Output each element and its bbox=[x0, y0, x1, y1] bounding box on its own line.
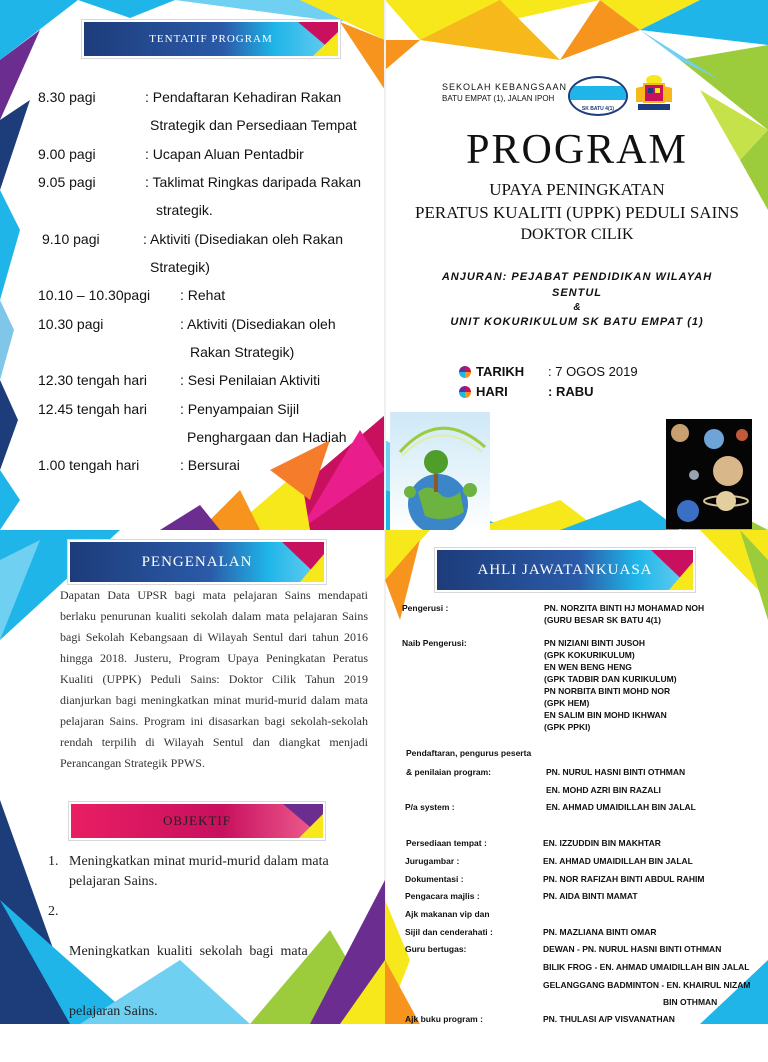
schedule-time: 10.10 – 10.30pagi bbox=[38, 287, 151, 303]
ajk-role: Naib Pengerusi: bbox=[402, 638, 467, 648]
hari-label: HARI bbox=[476, 384, 508, 399]
hari-value: : RABU bbox=[548, 384, 594, 399]
anjuran-line2: SENTUL bbox=[552, 287, 602, 299]
ajk-name: EN. MOHD AZRI BIN RAZALI bbox=[546, 785, 661, 795]
objektif-line: pelajaran Sains. bbox=[69, 874, 158, 889]
objektif-list bbox=[48, 852, 370, 1019]
ajk-role: Persediaan tempat : bbox=[406, 838, 487, 848]
ajk-name: BIN OTHMAN bbox=[663, 997, 718, 1007]
anjuran-line3: & bbox=[573, 302, 581, 313]
schedule-desc-cont: Strategik) bbox=[150, 259, 210, 275]
ajk-name: PN NORBITA BINTI MOHD NOR bbox=[544, 686, 671, 696]
ajk-name: PN. NURUL HASNI BINTI OTHMAN bbox=[546, 767, 686, 777]
schedule-desc-cont: Rakan Strategik) bbox=[190, 344, 295, 360]
tentatif-heading: TENTATIF PROGRAM bbox=[149, 33, 273, 45]
ajk-name: GELANGGANG BADMINTON - EN. KHAIRUL NIZAM bbox=[543, 980, 751, 990]
schedule-desc: : Pendaftaran Kehadiran Rakan bbox=[145, 89, 342, 105]
schedule-desc: : Bersurai bbox=[180, 457, 240, 473]
ajk-name: (GPK HEM) bbox=[544, 698, 590, 708]
tarikh-label: TARIKH bbox=[476, 364, 525, 379]
schedule-desc: : Penyampaian Sijil bbox=[180, 401, 300, 417]
school-name: SEKOLAH KEBANGSAAN bbox=[442, 82, 568, 92]
ajk-name: (GPK PPKI) bbox=[544, 722, 591, 732]
ajk-name: EN. AHMAD UMAIDILLAH BIN JALAL bbox=[546, 802, 696, 812]
pengenalan-banner bbox=[68, 540, 326, 584]
schedule-time: 10.30 pagi bbox=[38, 316, 104, 332]
schedule-desc: : Aktiviti (Disediakan oleh Rakan bbox=[143, 231, 343, 247]
bullet-icon bbox=[459, 386, 471, 398]
planets-illustration bbox=[666, 419, 752, 529]
schedule-time: 12.30 tengah hari bbox=[38, 372, 147, 388]
schedule-time: 9.00 pagi bbox=[38, 146, 96, 162]
ajk-name: (GURU BESAR SK BATU 4(1) bbox=[544, 615, 661, 625]
objektif-banner bbox=[69, 802, 325, 840]
ajk-role: Dokumentasi : bbox=[405, 874, 464, 884]
ajk-role: Sijil dan cenderahati : bbox=[405, 927, 493, 937]
ajk-banner bbox=[435, 548, 695, 592]
program-subtitle-3: DOKTOR CILIK bbox=[520, 226, 634, 243]
anjuran-line1: ANJURAN: PEJABAT PENDIDIKAN WILAYAH bbox=[441, 271, 713, 283]
schedule-desc: : Taklimat Ringkas daripada Rakan bbox=[145, 174, 362, 190]
ajk-name: DEWAN - PN. NURUL HASNI BINTI OTHMAN bbox=[543, 944, 722, 954]
schedule-time: 9.10 pagi bbox=[42, 231, 100, 247]
ajk-name: PN. NOR RAFIZAH BINTI ABDUL RAHIM bbox=[543, 874, 705, 884]
ajk-role: & penilaian program: bbox=[406, 767, 492, 777]
ajk-name: BILIK FROG - EN. AHMAD UMAIDILLAH BIN JALAL bbox=[543, 962, 750, 972]
ajk-name: PN. AIDA BINTI MAMAT bbox=[543, 891, 638, 901]
ajk-role: P/a system : bbox=[405, 802, 455, 812]
schedule-desc: : Aktiviti (Disediakan oleh bbox=[180, 316, 336, 332]
school-logo-text: SK BATU 4(1) bbox=[581, 106, 615, 112]
anjuran-line4: UNIT KOKURIKULUM SK BATU EMPAT (1) bbox=[450, 316, 704, 328]
schedule-time: 9.05 pagi bbox=[38, 174, 96, 190]
schedule-time: 1.00 tengah hari bbox=[38, 457, 140, 473]
earth-illustration bbox=[390, 412, 490, 530]
schedule-desc: : Rehat bbox=[180, 287, 226, 303]
objektif-item bbox=[48, 902, 370, 1019]
schedule-desc: : Ucapan Aluan Pentadbir bbox=[145, 146, 304, 162]
ajk-name: PN. THULASI A/P VISVANATHAN bbox=[543, 1014, 675, 1024]
ajk-role: Pendaftaran, pengurus peserta bbox=[406, 748, 532, 758]
ajk-role: Pengerusi : bbox=[402, 603, 449, 613]
pengenalan-text: Dapatan Data UPSR bagi mata pelajaran Sains mendapati berlaku penurunan kualiti sekolah dalam mata pelajaran Sains bagi Sekolah Kebangsaan di Wilayah Sentul dari tahun 2016 hingga 2018. Justeru, Program Upaya Peningkatan Peratus Kualiti (UPPK) Peduli Sains: Doktor Cilik Tahun 2019 dianjurkan bagi meningkatkan minat murid-murid dalam mata pelajaran Sains. Program ini disasarkan bagi sekolah-sekolah rendah terpilih di Wilayah Sentul dan diangkat menjadi Perancangan Strategik PPWS. bbox=[60, 588, 368, 770]
schedule-list bbox=[0, 0, 384, 530]
pengenalan-heading: PENGENALAN bbox=[141, 553, 253, 570]
ajk-role: Pengacara majlis : bbox=[405, 891, 480, 901]
ajk-name: (GPK KOKURIKULUM) bbox=[544, 650, 635, 660]
ajk-name: (GPK TADBIR DAN KURIKULUM) bbox=[544, 674, 677, 684]
tarikh-value: : 7 OGOS 2019 bbox=[548, 364, 638, 379]
school-logo bbox=[568, 76, 628, 116]
ajk-role: Jurugambar : bbox=[405, 856, 460, 866]
ajk-name: PN NIZIANI BINTI JUSOH bbox=[544, 638, 646, 648]
ajk-role: Guru bertugas: bbox=[405, 944, 467, 954]
program-subtitle-1: UPAYA PENINGKATAN bbox=[489, 180, 665, 199]
objektif-line: Meningkatkan minat murid-murid dalam mata bbox=[69, 854, 329, 869]
schedule-desc-cont: Strategik dan Persediaan Tempat bbox=[150, 117, 357, 133]
schedule-time: 12.45 tengah hari bbox=[38, 401, 147, 417]
schedule-desc: : Sesi Penilaian Aktiviti bbox=[180, 372, 321, 388]
schedule-time: 8.30 pagi bbox=[38, 89, 96, 105]
ajk-role: Ajk buku program : bbox=[405, 1014, 483, 1024]
government-crest-icon bbox=[630, 72, 678, 114]
objektif-line: Meningkatkan kualiti sekolah bagi mata bbox=[69, 944, 308, 959]
ajk-role: Ajk makanan vip dan bbox=[405, 909, 490, 919]
objektif-line: pelajaran Sains. bbox=[69, 1004, 158, 1019]
school-address: BATU EMPAT (1), JALAN IPOH bbox=[442, 94, 555, 103]
objektif-num: 1. bbox=[48, 854, 59, 869]
ajk-name: PN. MAZLIANA BINTI OMAR bbox=[543, 927, 657, 937]
ajk-name: EN. AHMAD UMAIDILLAH BIN JALAL bbox=[543, 856, 693, 866]
schedule-desc-cont: Penghargaan dan Hadiah bbox=[187, 429, 347, 445]
bullet-icon bbox=[459, 366, 471, 378]
objektif-item bbox=[48, 852, 370, 902]
ajk-name: EN WEN BENG HENG bbox=[544, 662, 632, 672]
program-subtitle-2: PERATUS KUALITI (UPPK) PEDULI SAINS bbox=[415, 203, 739, 222]
ajk-name: EN SALIM BIN MOHD IKHWAN bbox=[544, 710, 667, 720]
objektif-num: 2. bbox=[48, 904, 59, 919]
ajk-name: EN. IZZUDDIN BIN MAKHTAR bbox=[543, 838, 661, 848]
schedule-desc-cont: strategik. bbox=[156, 202, 213, 218]
objektif-heading: OBJEKTIF bbox=[163, 813, 231, 828]
ajk-name: PN. NORZITA BINTI HJ MOHAMAD NOH bbox=[544, 603, 705, 613]
program-title: PROGRAM bbox=[466, 127, 688, 173]
ajk-heading: AHLI JAWATANKUASA bbox=[477, 561, 653, 578]
